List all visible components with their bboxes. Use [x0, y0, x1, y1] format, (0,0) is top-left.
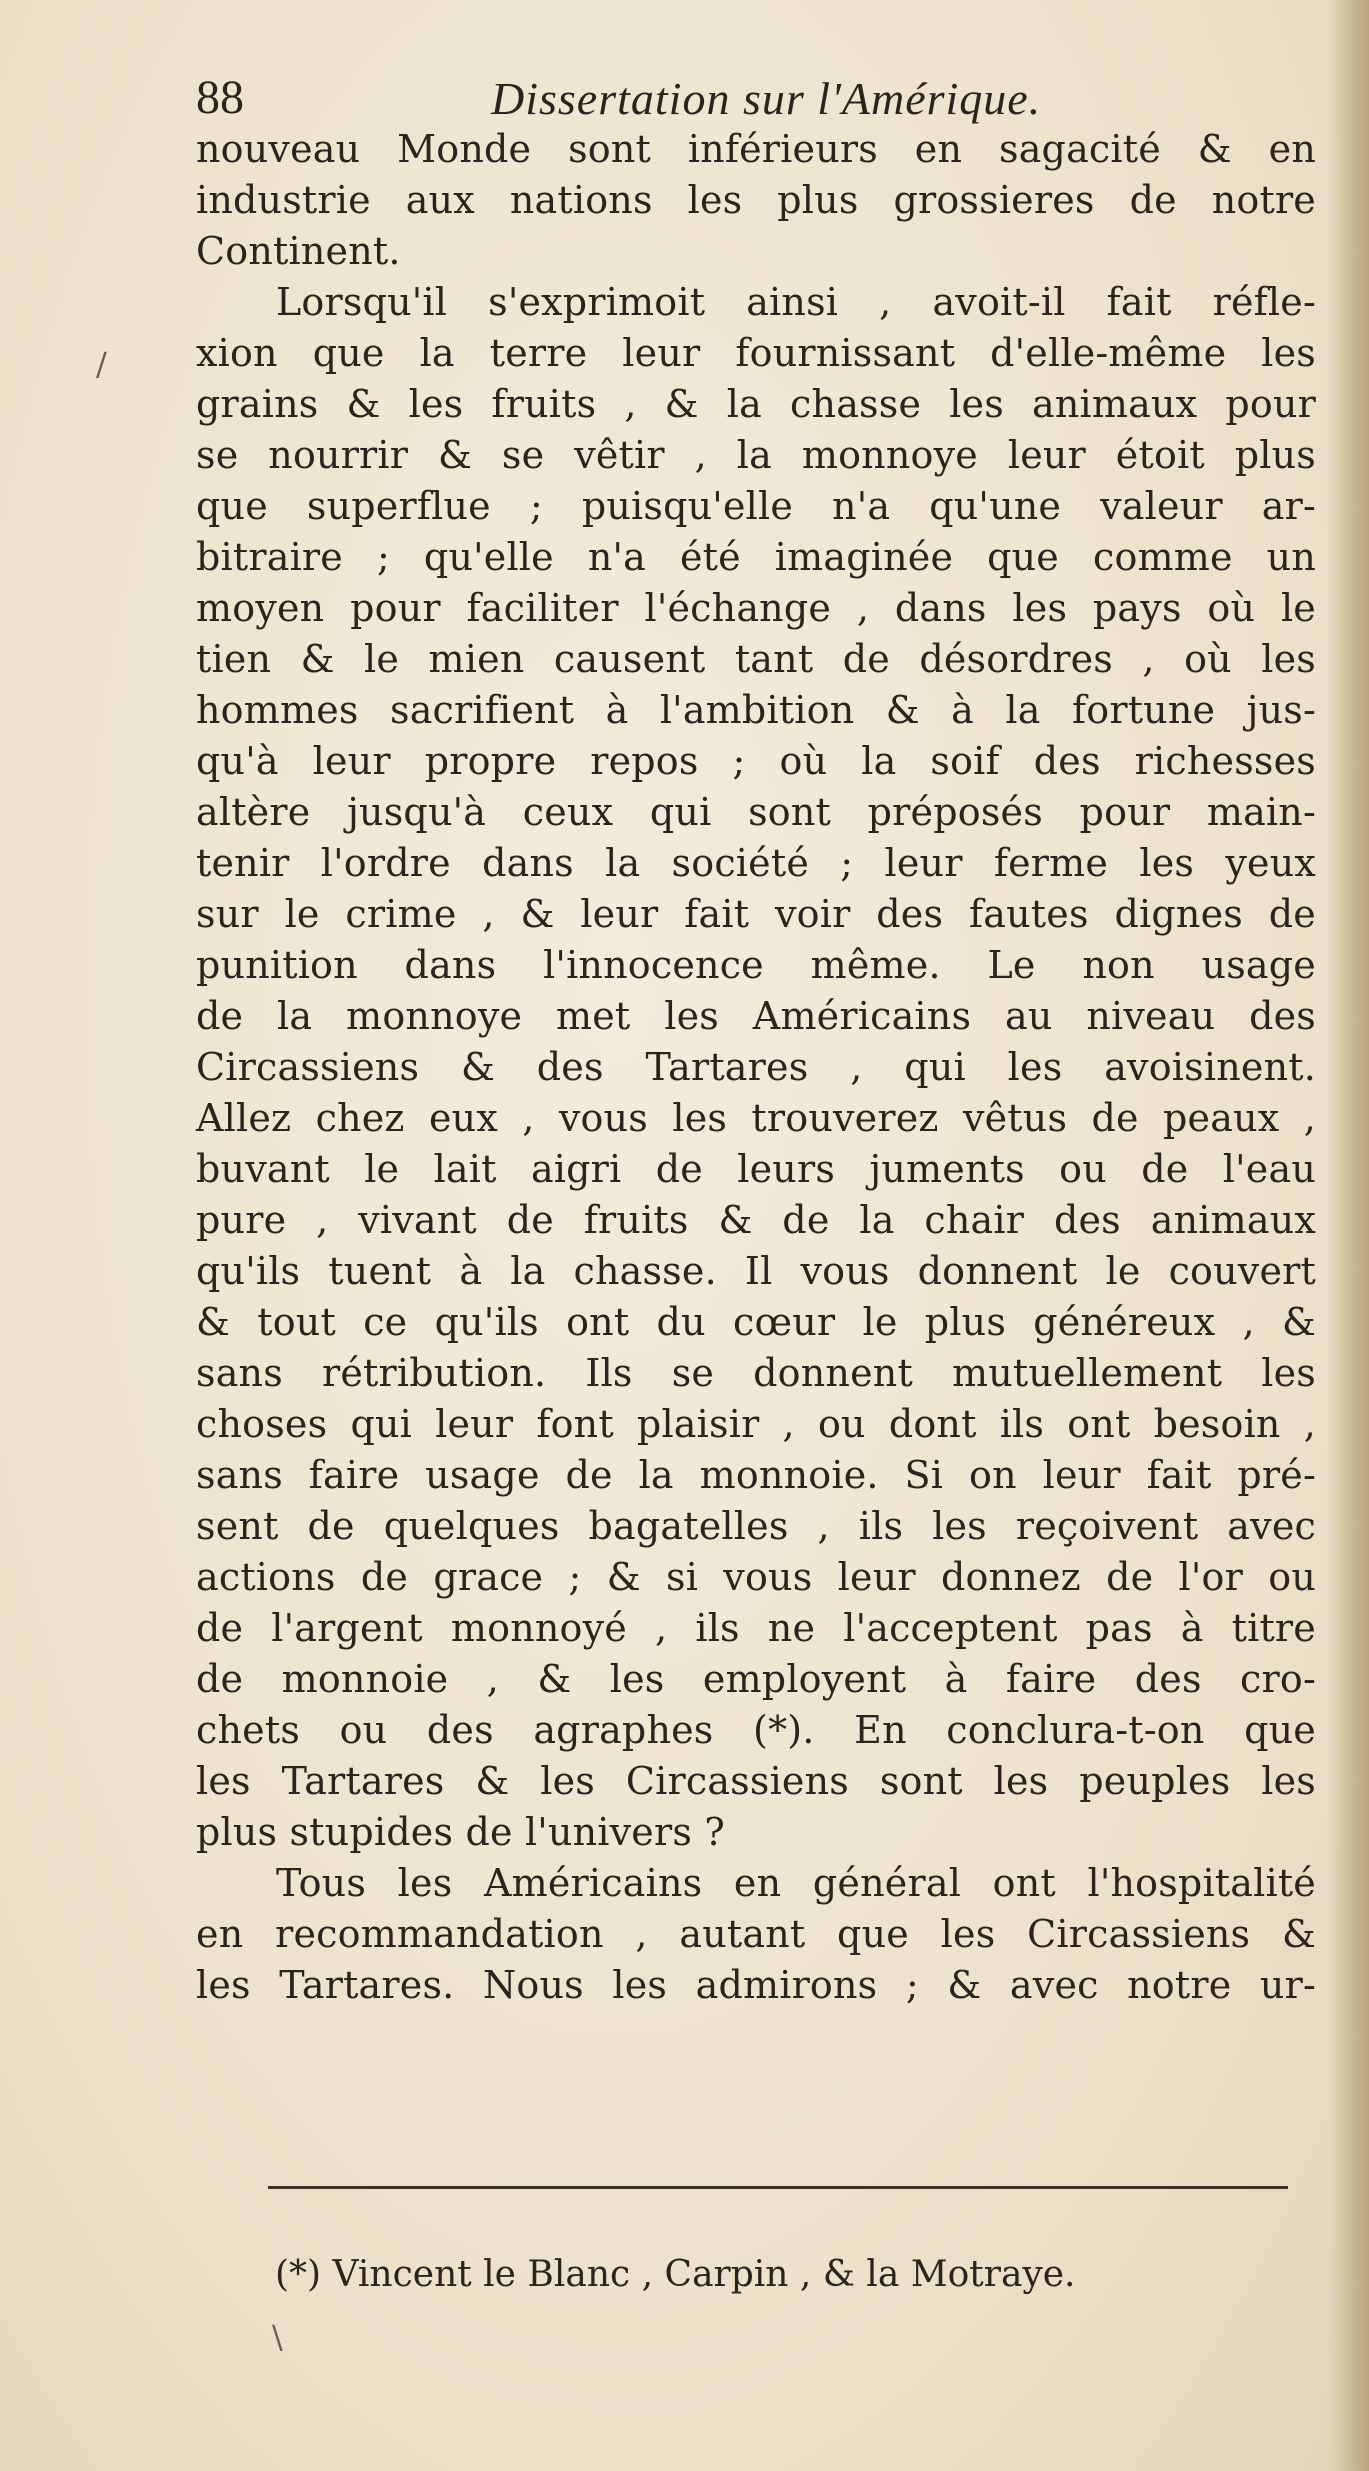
- text-line: nouveau Monde sont inférieurs en sagacité & en: [196, 127, 1316, 171]
- margin-pencil-mark: \: [272, 2318, 283, 2356]
- text-line: industrie aux nations les plus grossieres de notre: [196, 178, 1316, 222]
- text-line: moyen pour faciliter l'échange , dans les pays où le: [196, 586, 1316, 630]
- text-line: Lorsqu'il s'exprimoit ainsi , avoit-il fait réfle-: [276, 280, 1316, 324]
- text-line: se nourrir & se vêtir , la monnoye leur étoit plus: [196, 433, 1316, 477]
- text-line: grains & les fruits , & la chasse les animaux pour: [196, 382, 1316, 426]
- page-edge-shadow: [1327, 0, 1369, 2471]
- text-line: pure , vivant de fruits & de la chair des animaux: [196, 1198, 1316, 1242]
- page-number: 88: [196, 71, 244, 124]
- running-title: Dissertation sur l'Amérique.: [491, 73, 1042, 124]
- text-line: sent de quelques bagatelles , ils les reçoivent avec: [196, 1504, 1316, 1548]
- text-line: sans rétribution. Ils se donnent mutuellement les: [196, 1351, 1316, 1395]
- text-line: & tout ce qu'ils ont du cœur le plus généreux , &: [196, 1300, 1316, 1344]
- text-line: de monnoie , & les employent à faire des cro-: [196, 1657, 1316, 1701]
- text-line: chets ou des agraphes (*). En conclura-t-on que: [196, 1708, 1316, 1752]
- text-line: de la monnoye met les Américains au niveau des: [196, 994, 1316, 1038]
- text-line: actions de grace ; & si vous leur donnez de l'or ou: [196, 1555, 1316, 1599]
- text-line: tenir l'ordre dans la société ; leur ferme les yeux: [196, 841, 1316, 885]
- text-line: xion que la terre leur fournissant d'elle-même les: [196, 331, 1316, 375]
- text-line: Circassiens & des Tartares , qui les avoisinent.: [196, 1045, 1316, 1089]
- text-line: altère jusqu'à ceux qui sont préposés pour main-: [196, 790, 1316, 834]
- text-line: qu'ils tuent à la chasse. Il vous donnent le couvert: [196, 1249, 1316, 1293]
- footnote-rule: [268, 2186, 1288, 2189]
- text-line: les Tartares & les Circassiens sont les peuples les: [196, 1759, 1316, 1803]
- text-line: sur le crime , & leur fait voir des fautes dignes de: [196, 892, 1316, 936]
- margin-pencil-mark: /: [96, 345, 107, 383]
- text-line: choses qui leur font plaisir , ou dont ils ont besoin ,: [196, 1402, 1316, 1446]
- text-line: bitraire ; qu'elle n'a été imaginée que comme un: [196, 535, 1316, 579]
- text-line: tien & le mien causent tant de désordres , où les: [196, 637, 1316, 681]
- footnote: (*) Vincent le Blanc , Carpin , & la Motraye.: [275, 2254, 1076, 2295]
- text-line: en recommandation , autant que les Circassiens &: [196, 1912, 1316, 1956]
- text-line: Tous les Américains en général ont l'hospitalité: [276, 1861, 1316, 1905]
- text-line: hommes sacrifient à l'ambition & à la fortune jus-: [196, 688, 1316, 732]
- text-line: plus stupides de l'univers ?: [196, 1810, 725, 1854]
- text-line: que superflue ; puisqu'elle n'a qu'une valeur ar-: [196, 484, 1316, 528]
- text-line: qu'à leur propre repos ; où la soif des richesses: [196, 739, 1316, 783]
- text-line: buvant le lait aigri de leurs juments ou de l'eau: [196, 1147, 1316, 1191]
- text-line: de l'argent monnoyé , ils ne l'acceptent pas à titre: [196, 1606, 1316, 1650]
- text-line: les Tartares. Nous les admirons ; & avec notre ur-: [196, 1963, 1316, 2007]
- text-line: punition dans l'innocence même. Le non usage: [196, 943, 1316, 987]
- text-line: sans faire usage de la monnoie. Si on leur fait pré-: [196, 1453, 1316, 1497]
- body-text: [196, 124, 1316, 2011]
- text-line: Allez chez eux , vous les trouverez vêtus de peaux ,: [196, 1096, 1316, 1140]
- text-line: Continent.: [196, 229, 401, 273]
